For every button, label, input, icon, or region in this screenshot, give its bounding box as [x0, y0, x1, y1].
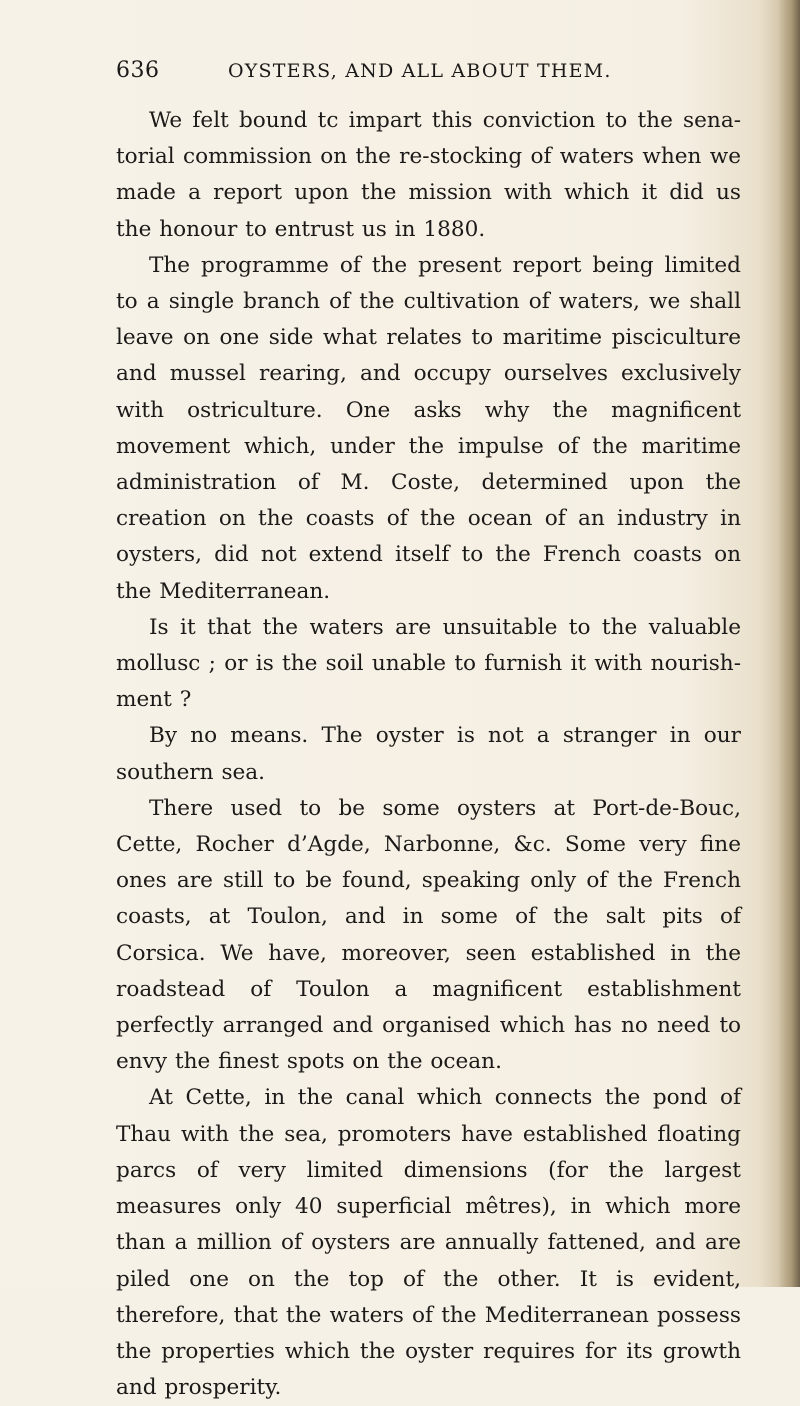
- paragraph-2: The programme of the present report being limited to a single branch of the cultivation of waters, we shall leave on one side what relates to maritime pisciculture and mussel rearing, and occupy ourselves exclusively with ostriculture. One asks why the magnificent movement which, under the impulse of the maritime administration of M. Coste, determined upon the creation on the coasts of the ocean of an industry in oysters, did not extend itself to the French coasts on the Mediterranean.: [116, 252, 741, 604]
- page-header: [116, 58, 736, 92]
- paragraph-6: At Cette, in the canal which connects the pond of Thau with the sea, promoters have established floating parcs of very limited dimensions (for the largest measures only 40 superficial mêtres), in which more than a million of oysters are annually fattened, and are piled one on the top of the other. It is evident, therefore, that the waters of the Mediterranean possess the properties which the oyster requires for its growth and prosperity.: [116, 1085, 741, 1401]
- page-edge-shadow: [778, 0, 800, 1287]
- body-text: [116, 103, 741, 1406]
- paragraph-5: There used to be some oysters at Port-de-Bouc, Cette, Rocher d’Agde, Narbonne, &c. Some very fine ones are still to be found, speaking only of the French coasts, at Toulon, and in some of the salt pits of Corsica. We have, moreover, seen established in the roadstead of Toulon a magnificent establishment perfectly arranged and organised which has no need to envy the finest spots on the ocean.: [116, 795, 741, 1075]
- paragraph-3: Is it that the waters are unsuitable to the valuable mollusc ; or is the soil unable to furnish it with nourish-ment ?: [116, 614, 741, 713]
- page-number: 636: [116, 58, 160, 83]
- running-title: OYSTERS, AND ALL ABOUT THEM.: [228, 60, 612, 82]
- paragraph-4: By no means. The oyster is not a stranger in our southern sea.: [116, 723, 741, 785]
- paragraph-1: We felt bound tc impart this conviction to the sena-torial commission on the re-stocking of waters when we made a report upon the mission with which it did us the honour to entrust us in 1880.: [116, 108, 741, 242]
